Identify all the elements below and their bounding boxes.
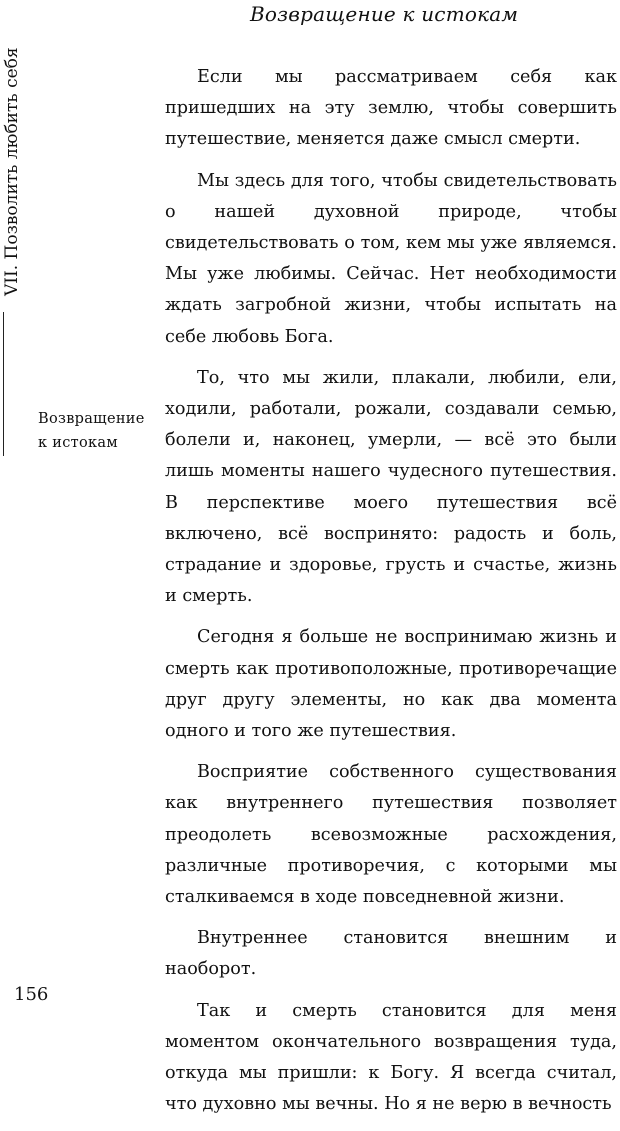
paragraph: Сегодня я больше не воспринимаю жизнь и смерть как противоположные, противоречащие друг другу элементы, но как два момента одного и того же путешествия. — [165, 627, 617, 742]
margin-note — [38, 407, 145, 455]
paragraph: Мы здесь для того, чтобы свидетельствовать о нашей духовной природе, чтобы свидетельствовать о том, кем мы уже являемся. Мы уже любимы. Сейчас. Нет необходимости ждать загробной жизни, чтобы испытать на себе любовь Бога. — [165, 170, 617, 347]
paragraph: Так и смерть становится для меня моментом окончательного возвращения туда, откуда мы пришли: к Богу. Я всегда считал, что духовно мы вечны. Но я не верю в вечность — [165, 1000, 617, 1115]
paragraph: То, что мы жили, плакали, любили, ели, ходили, работали, рожали, создавали семью, болели и, наконец, умерли, — всё это были лишь моменты нашего чудесного путешествия. В перспективе моего путешествия всё включено, всё воспринято: радость и боль, страдание и здоровье, грусть и счастье, жизнь и смерть. — [165, 367, 617, 607]
margin-rule — [3, 312, 4, 456]
running-title: Возвращение к истокам — [250, 2, 519, 26]
paragraph: Если мы рассматриваем себя как пришедших на эту землю, чтобы совершить путешествие, меняется даже смысл смерти. — [165, 67, 617, 150]
chapter-label: VII. Позволить любить себя — [2, 47, 22, 296]
page-number: 156 — [14, 984, 49, 1005]
paragraph: Восприятие собственного существования как внутреннего путешествия позволяет преодолеть всевозможные расхождения, различные противоречия, с которыми мы сталкиваемся в ходе повседневной жизни. — [165, 762, 617, 908]
body-text — [165, 62, 617, 1131]
margin-note-line-1: Возвращение — [38, 411, 145, 427]
paragraph: Внутреннее становится внешним и наоборот. — [165, 928, 617, 980]
margin-note-line-2: к истокам — [38, 435, 118, 451]
chapter-tab — [0, 0, 26, 312]
